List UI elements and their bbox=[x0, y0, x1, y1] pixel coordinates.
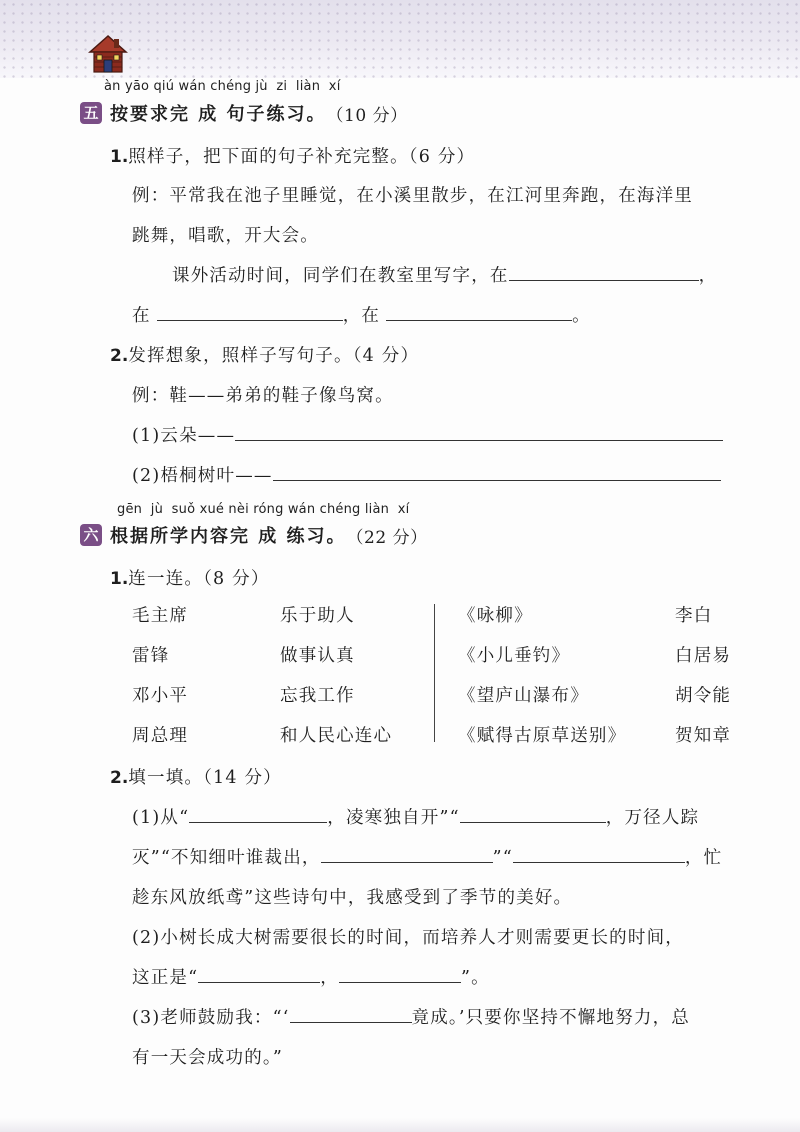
s5-q1-example-line2: 跳舞，唱歌，开大会。 bbox=[132, 226, 319, 246]
s5-q1-text: 照样子，把下面的句子补充完整。（6 分） bbox=[128, 147, 476, 167]
match-phrase[interactable]: 乐于助人 bbox=[280, 606, 355, 626]
s6-p3-blank1[interactable] bbox=[290, 1021, 412, 1023]
s6-q2-p1-line1 bbox=[132, 804, 699, 829]
match-poet[interactable]: 李白 bbox=[675, 606, 713, 626]
s5-q2-item2-label: (2)梧桐树叶—— bbox=[132, 466, 273, 486]
s5-q1-fill-prefix: 课外活动时间，同学们在教室里写字，在 bbox=[172, 266, 509, 286]
s5-q1 bbox=[110, 143, 475, 168]
match-person[interactable]: 毛主席 bbox=[132, 606, 189, 626]
s5-q2-example: 例：鞋——弟弟的鞋子像鸟窝。 bbox=[132, 386, 394, 406]
s5-q2-num: 2. bbox=[110, 346, 129, 366]
s6-q2-num: 2. bbox=[110, 768, 129, 788]
s5-q1-blank1[interactable] bbox=[509, 279, 699, 281]
s6-q2-p2-line1: (2)小树长成大树需要很长的时间，而培养人才则需要更长的时间， bbox=[132, 928, 684, 948]
s6-p2-l2-c: ”。 bbox=[460, 968, 490, 988]
s6-p1-blank3[interactable] bbox=[321, 861, 493, 863]
s6-p1-blank1[interactable] bbox=[189, 821, 327, 823]
s6-p1-l1-c: ，万径人踪 bbox=[605, 808, 700, 828]
match-person[interactable]: 雷锋 bbox=[132, 646, 170, 666]
match-divider bbox=[434, 604, 435, 742]
s5-q1-fill2-b: ，在 bbox=[342, 306, 381, 326]
section5-pinyin: àn yāo qiú wán chéng jù zi liàn xí bbox=[104, 79, 341, 94]
s6-q1 bbox=[110, 565, 270, 590]
s6-q1-num: 1. bbox=[110, 569, 129, 589]
s6-q2-p3-line2: 有一天会成功的。” bbox=[132, 1048, 283, 1068]
s6-q2-p2-line2 bbox=[132, 964, 490, 989]
match-phrase[interactable]: 和人民心连心 bbox=[280, 726, 393, 746]
s5-q1-blank3[interactable] bbox=[386, 319, 572, 321]
s6-p2-l2-a: 这正是“ bbox=[132, 968, 199, 988]
s6-p1-l1-a: (1)从“ bbox=[132, 808, 190, 828]
s5-q1-num: 1. bbox=[110, 147, 129, 167]
s6-p1-blank4[interactable] bbox=[513, 861, 685, 863]
match-phrase[interactable]: 忘我工作 bbox=[280, 686, 355, 706]
match-poet[interactable]: 白居易 bbox=[675, 646, 732, 666]
s6-q2-p3-line1 bbox=[132, 1004, 690, 1029]
match-poem[interactable]: 《小儿垂钓》 bbox=[458, 646, 571, 666]
s5-q2-text: 发挥想象，照样子写句子。（4 分） bbox=[128, 346, 420, 366]
s6-p1-l1-b: ，凌寒独自开”“ bbox=[327, 808, 460, 828]
house-icon bbox=[88, 34, 128, 74]
section6-score: （22 分） bbox=[346, 527, 428, 548]
s5-q1-example-line1: 例：平常我在池子里睡觉，在小溪里散步，在江河里奔跑，在海洋里 bbox=[132, 186, 693, 206]
footer-band bbox=[0, 1118, 800, 1132]
match-poet[interactable]: 胡令能 bbox=[675, 686, 732, 706]
match-poem[interactable]: 《望庐山瀑布》 bbox=[458, 686, 589, 706]
section5-title bbox=[80, 100, 408, 126]
section6-title bbox=[80, 522, 428, 548]
s5-q1-fill2-a: 在 bbox=[132, 306, 151, 326]
s6-p1-l2-b: ”“ bbox=[492, 848, 513, 868]
s6-p2-blank1[interactable] bbox=[198, 981, 320, 983]
s5-q2-item2 bbox=[132, 462, 721, 487]
match-phrase[interactable]: 做事认真 bbox=[280, 646, 355, 666]
s6-p3-l1-b: 竟成。’只要你坚持不懈地努力，总 bbox=[411, 1008, 691, 1028]
s6-q1-text: 连一连。（8 分） bbox=[128, 569, 270, 589]
match-poet[interactable]: 贺知章 bbox=[675, 726, 732, 746]
s5-q1-fill2-end: 。 bbox=[572, 306, 591, 326]
s5-q2-item2-blank[interactable] bbox=[273, 479, 721, 481]
section6-badge: 六 bbox=[80, 524, 102, 546]
match-person[interactable]: 周总理 bbox=[132, 726, 189, 746]
s6-p1-l2-a: 灭”“不知细叶谁裁出， bbox=[132, 848, 321, 868]
s6-q2-text: 填一填。（14 分） bbox=[128, 768, 282, 788]
section5-title-text: 按要求完 成 句子练习。 bbox=[110, 104, 327, 125]
s6-p1-blank2[interactable] bbox=[460, 821, 606, 823]
s5-q1-fill-line2 bbox=[132, 302, 591, 327]
s6-p2-blank2[interactable] bbox=[339, 981, 461, 983]
s6-q2 bbox=[110, 764, 282, 789]
s5-q1-blank2[interactable] bbox=[157, 319, 343, 321]
section6-title-text: 根据所学内容完 成 练习。 bbox=[110, 526, 347, 547]
s5-q1-fill-line1 bbox=[172, 262, 717, 287]
s6-q2-p1-line2 bbox=[132, 844, 722, 869]
s6-q2-p1-line3: 趁东风放纸鸢”这些诗句中，我感受到了季节的美好。 bbox=[132, 888, 573, 908]
s5-q2-item1-blank[interactable] bbox=[235, 439, 723, 441]
match-person[interactable]: 邓小平 bbox=[132, 686, 189, 706]
s5-q1-fill-suffix: ， bbox=[698, 266, 718, 286]
s5-q2-item1-label: (1)云朵—— bbox=[132, 426, 236, 446]
section5-badge: 五 bbox=[80, 102, 102, 124]
s6-p1-l2-c: ，忙 bbox=[684, 848, 723, 868]
s6-p3-l1-a: (3)老师鼓励我：“‘ bbox=[132, 1008, 290, 1028]
s5-q2-item1 bbox=[132, 422, 723, 447]
match-poem[interactable]: 《赋得古原草送别》 bbox=[458, 726, 627, 746]
s5-q2 bbox=[110, 342, 419, 367]
section5-score: （10 分） bbox=[326, 105, 408, 126]
match-poem[interactable]: 《咏柳》 bbox=[458, 606, 533, 626]
s6-p2-l2-b: ， bbox=[320, 968, 339, 988]
section6-pinyin: gēn jù suǒ xué nèi róng wán chéng liàn xí bbox=[117, 502, 410, 517]
